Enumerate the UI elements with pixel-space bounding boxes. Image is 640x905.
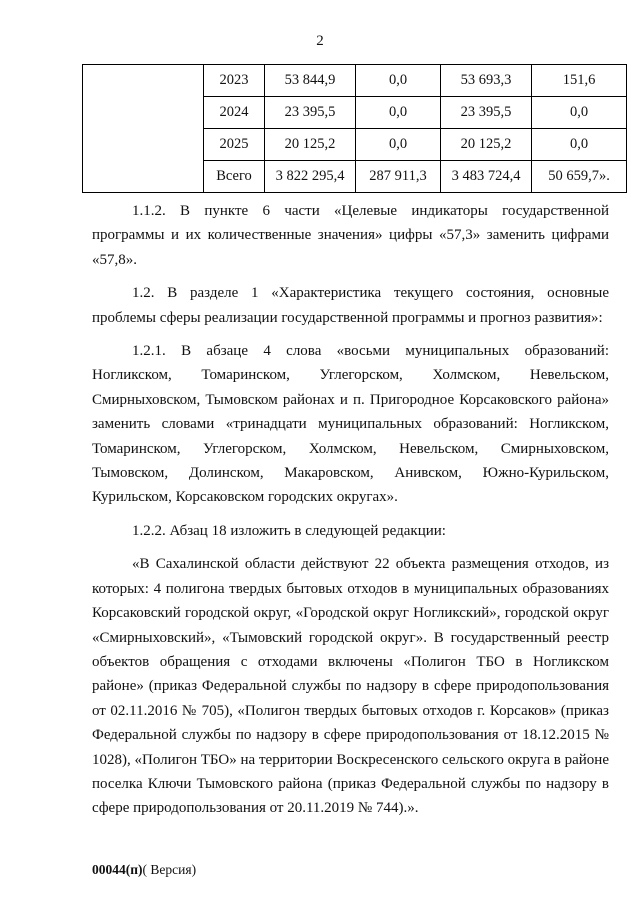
total-cell: 23 395,5 (265, 97, 356, 129)
value-cell: 53 693,3 (441, 65, 532, 97)
paragraph: 1.2. В разделе 1 «Характеристика текущего состояния, основные проблемы сферы реализации государственной программы и прогноз развития»: (92, 285, 609, 326)
paragraph: 1.1.2. В пункте 6 части «Целевые индикаторы государственной программы и их количественные значения» цифры «57,3» заменить цифрами «57,8». (92, 203, 609, 268)
table-empty-cell (83, 65, 204, 193)
paragraph: 1.2.2. Абзац 18 изложить в следующей редакции: (132, 522, 446, 539)
funding-table (82, 64, 627, 193)
value-cell: 0,0 (532, 97, 627, 129)
document-code: 00044(п) (92, 862, 143, 877)
page-number: 2 (316, 33, 324, 49)
value-cell: 50 659,7». (532, 161, 627, 193)
total-cell: 3 822 295,4 (265, 161, 356, 193)
year-cell: Всего (204, 161, 265, 193)
value-cell: 0,0 (356, 129, 441, 161)
value-cell: 0,0 (356, 97, 441, 129)
value-cell: 151,6 (532, 65, 627, 97)
value-cell: 0,0 (356, 65, 441, 97)
table-row (83, 65, 627, 97)
value-cell: 23 395,5 (441, 97, 532, 129)
paragraph: «В Сахалинской области действуют 22 объекта размещения отходов, из которых: 4 полигона твердых бытовых отходов в муниципальных образованиях Корсаковский городской округ, «Городской округ Ногликский», городской округ «Смирныховский», «Тымовский городской округ». В государственный реестр объектов обращения с отходами включены «Полигон ТБО в Ногликском районе» (приказ Федеральной службы по надзору в сфере природопользования от 02.11.2016 № 705), «Полигон твердых бытовых отходов г. Корсаков» (приказ Федеральной службы по надзору в сфере природопользования от 18.12.2015 № 1028), «Полигон ТБО» на территории Воскресенского сельского округа в районе поселка Ключи Тымовского района (приказ Федеральной службы по надзору в сфере природопользования от 20.11.2019 № 744).». (92, 556, 609, 817)
total-cell: 20 125,2 (265, 129, 356, 161)
year-cell: 2023 (204, 65, 265, 97)
paragraph: 1.2.1. В абзаце 4 слова «восьми муниципальных образований: Ногликском, Томаринском, Углегорском, Холмском, Невельском, Смирныховском, Тымовском районах и п. Пригородное Корсаковского района» заменить словами «тринадцати муниципальных образований: Ногликском, Томаринском, Углегорском, Холмском, Невельском, Смирныховском, Тымовском, Долинском, Макаровском, Анивском, Южно-Курильском, Курильском, Корсаковском городских округах». (92, 343, 609, 506)
total-cell: 53 844,9 (265, 65, 356, 97)
document-footer (92, 862, 196, 878)
year-cell: 2025 (204, 129, 265, 161)
year-cell: 2024 (204, 97, 265, 129)
value-cell: 3 483 724,4 (441, 161, 532, 193)
value-cell: 20 125,2 (441, 129, 532, 161)
value-cell: 287 911,3 (356, 161, 441, 193)
version-label: ( Версия) (142, 862, 197, 877)
document-body (92, 199, 609, 830)
value-cell: 0,0 (532, 129, 627, 161)
